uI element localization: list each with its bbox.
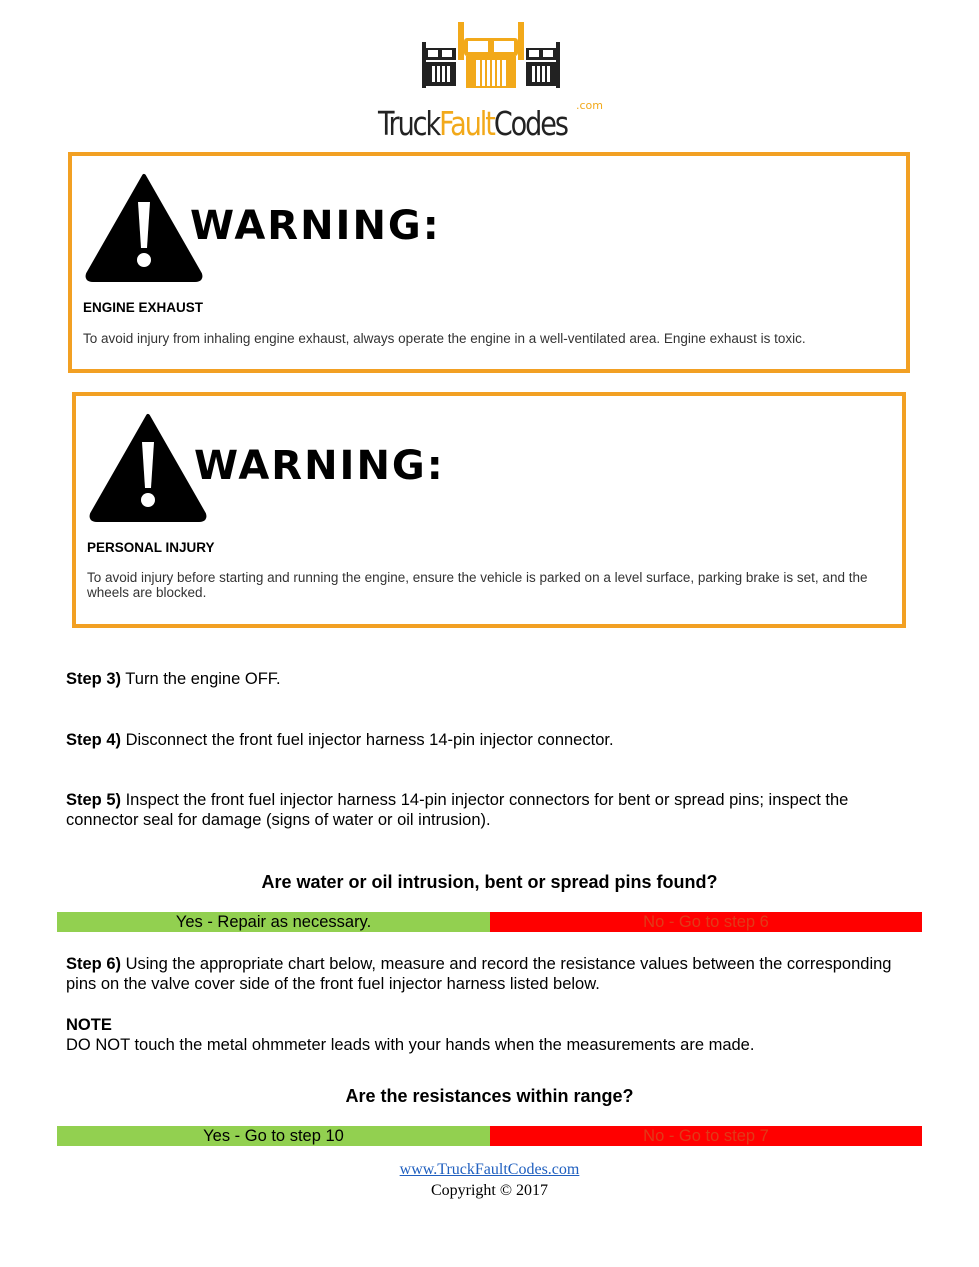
logo-domain-suffix: .com <box>576 99 603 112</box>
answer-yes[interactable]: Yes - Repair as necessary. <box>57 912 490 932</box>
logo-word-truck: Truck <box>378 104 440 143</box>
step-5 <box>66 790 916 830</box>
step-label: Step 4) <box>66 731 122 749</box>
answer-no[interactable]: No - Go to step 6 <box>490 912 922 932</box>
warning-text: To avoid injury before starting and running the engine, ensure the vehicle is parked on a level surface, parking brake is set, and the wheels are blocked. <box>87 570 868 600</box>
warning-title: WARNING: <box>190 203 441 249</box>
step-text: Turn the engine OFF. <box>121 670 281 688</box>
truck-icon <box>416 20 566 100</box>
warning-box-engine-exhaust <box>68 152 910 373</box>
question-resistances: Are the resistances within range? <box>345 1086 634 1106</box>
step-6 <box>66 954 916 994</box>
warning-box-personal-injury <box>72 392 906 628</box>
warning-triangle-icon <box>82 170 206 282</box>
answer-no[interactable]: No - Go to step 7 <box>490 1126 922 1146</box>
step-4 <box>66 730 916 750</box>
note-label: NOTE <box>66 1016 112 1034</box>
truckfaultcodes-logo <box>378 20 603 143</box>
footer-copyright: Copyright © 2017 <box>430 1182 549 1199</box>
step-text: Disconnect the front fuel injector harness 14-pin injector connector. <box>121 731 614 749</box>
step-label: Step 5) <box>66 791 122 809</box>
note-block <box>66 1015 916 1055</box>
logo-word-fault: Fault <box>439 104 494 143</box>
step-text: Inspect the front fuel injector harness 14-pin injector connectors for bent or spread pins; inspect the connector seal for damage (signs of water or oil intrusion). <box>66 791 849 829</box>
answer-yes[interactable]: Yes - Go to step 10 <box>57 1126 490 1146</box>
warning-triangle-icon <box>86 410 210 522</box>
answer-bar-1 <box>57 912 922 932</box>
step-3 <box>66 669 916 689</box>
step-label: Step 3) <box>66 670 122 688</box>
question-pins-found: Are water or oil intrusion, bent or spread pins found? <box>261 872 718 892</box>
answer-bar-2 <box>57 1126 922 1146</box>
step-label: Step 6) <box>66 955 122 973</box>
note-text: DO NOT touch the metal ohmmeter leads with your hands when the measurements are made. <box>66 1036 755 1054</box>
footer-website-link[interactable]: www.TruckFaultCodes.com <box>399 1161 580 1178</box>
warning-title: WARNING: <box>194 443 445 489</box>
warning-heading: PERSONAL INJURY <box>87 540 215 555</box>
warning-heading: ENGINE EXHAUST <box>83 300 204 315</box>
warning-text: To avoid injury from inhaling engine exhaust, always operate the engine in a well-ventilated area. Engine exhaust is toxic. <box>83 331 806 346</box>
step-text: Using the appropriate chart below, measure and record the resistance values between the corresponding pins on the valve cover side of the front fuel injector harness listed below. <box>66 955 892 993</box>
logo-wordmark <box>378 104 567 143</box>
logo-word-codes: Codes <box>493 104 567 143</box>
